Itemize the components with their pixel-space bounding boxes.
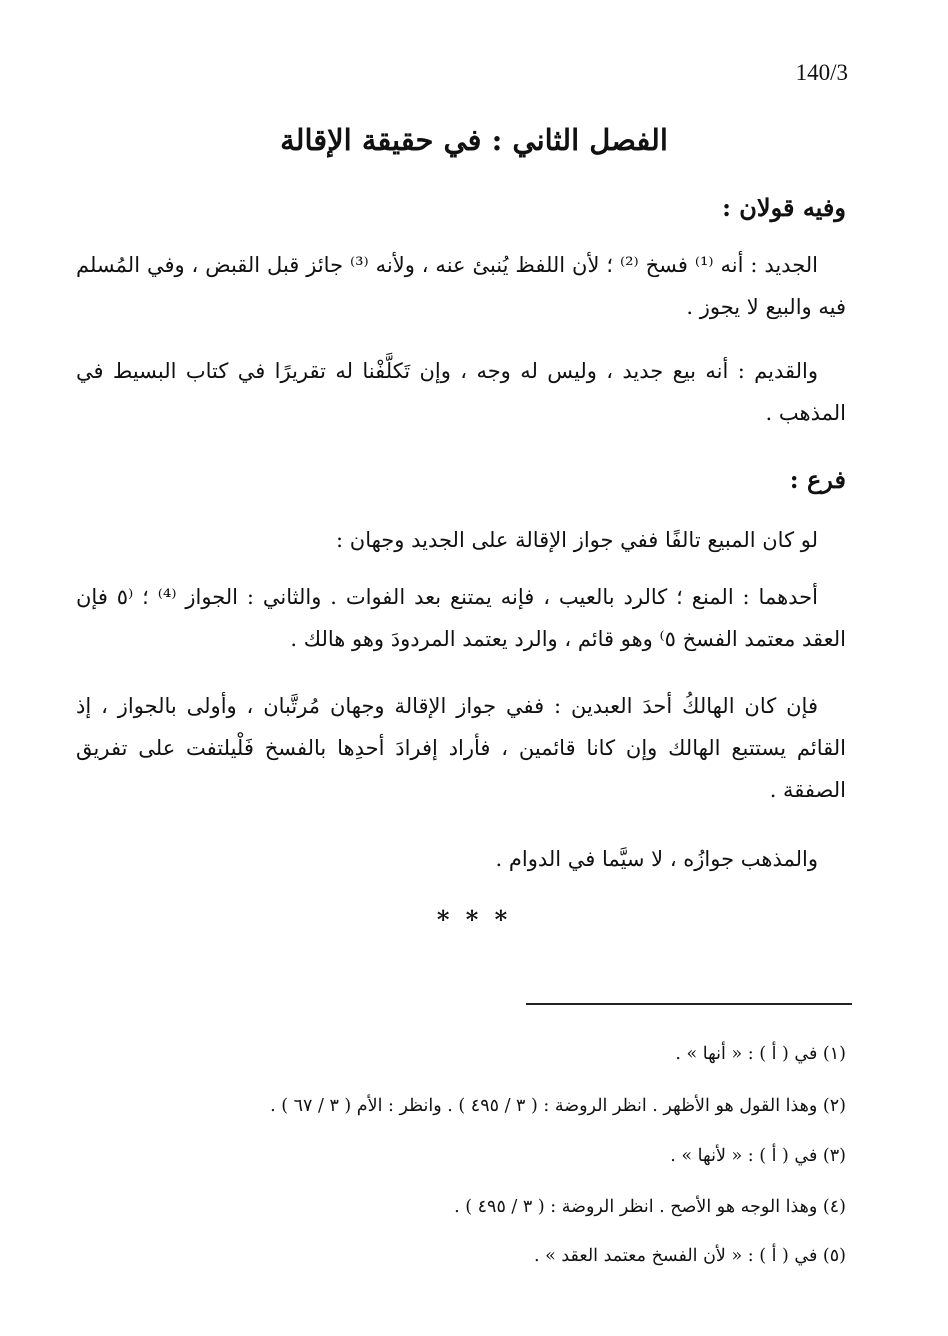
footnote-4: (٤) وهذا الوجه هو الأصح . انظر الروضة : ( ٣ / ٤٩٥ ) .: [454, 1197, 846, 1217]
footnote-5: (٥) في ( أ ) : « لأن الفسخ معتمد العقد » .: [533, 1246, 846, 1266]
section-separator: * * *: [436, 905, 512, 934]
paragraph-new-opinion: الجديد : أنه ⁽¹⁾ فسخ ⁽²⁾ ؛ لأن اللفظ يُنبئ عنه ، ولأنه ⁽³⁾ جائز قبل القبض ، وفي المُسلم فيه والبيع لا يجوز .: [76, 253, 846, 319]
paragraph-old-opinion: والقديم : أنه بيع جديد ، وليس له وجه ، وإن تَكلَّفْنا له تقريرًا في كتاب البسيط في المذهب .: [76, 359, 846, 425]
footnote-2: (٢) وهذا القول هو الأظهر . انظر الروضة : ( ٣ / ٤٩٥ ) . وانظر : الأم ( ٣ / ٦٧ ) .: [270, 1096, 846, 1116]
section-heading-branch: فرع :: [789, 465, 846, 494]
paragraph-perished-item: لو كان المبيع تالفًا ففي جواز الإقالة على الجديد وجهان :: [336, 528, 818, 552]
chapter-title: الفصل الثاني : في حقيقة الإقالة: [280, 123, 668, 157]
page-number: 140/3: [795, 60, 848, 85]
footnote-divider: [526, 1003, 852, 1005]
paragraph-two-slaves: فإن كان الهالكُ أحدَ العبدين : ففي جواز الإقالة وجهان مُرتَّبان ، وأولى بالجواز ، إذ القائم يستتبع الهالك وإن كانا قائمين ، فأراد إفرادَ أحدِها بالفسخ فَلْيلتفت على تفريق الصفقة .: [76, 694, 846, 802]
paragraph-madhhab: والمذهب جوازُه ، لا سيَّما في الدوام .: [495, 847, 818, 871]
section-heading-views: وفيه قولان :: [722, 193, 846, 222]
footnote-1: (١) في ( أ ) : « أنها » .: [675, 1044, 846, 1064]
footnote-3: (٣) في ( أ ) : « لأنها » .: [670, 1146, 846, 1166]
paragraph-two-views: أحدهما : المنع ؛ كالرد بالعيب ، فإنه يمتنع بعد الفوات . والثاني : الجواز ⁽⁴⁾ ؛ ⁽٥ فإن العقد معتمد الفسخ ٥⁾ وهو قائم ، والرد يعتمد المردودَ وهو هالك .: [76, 585, 846, 651]
